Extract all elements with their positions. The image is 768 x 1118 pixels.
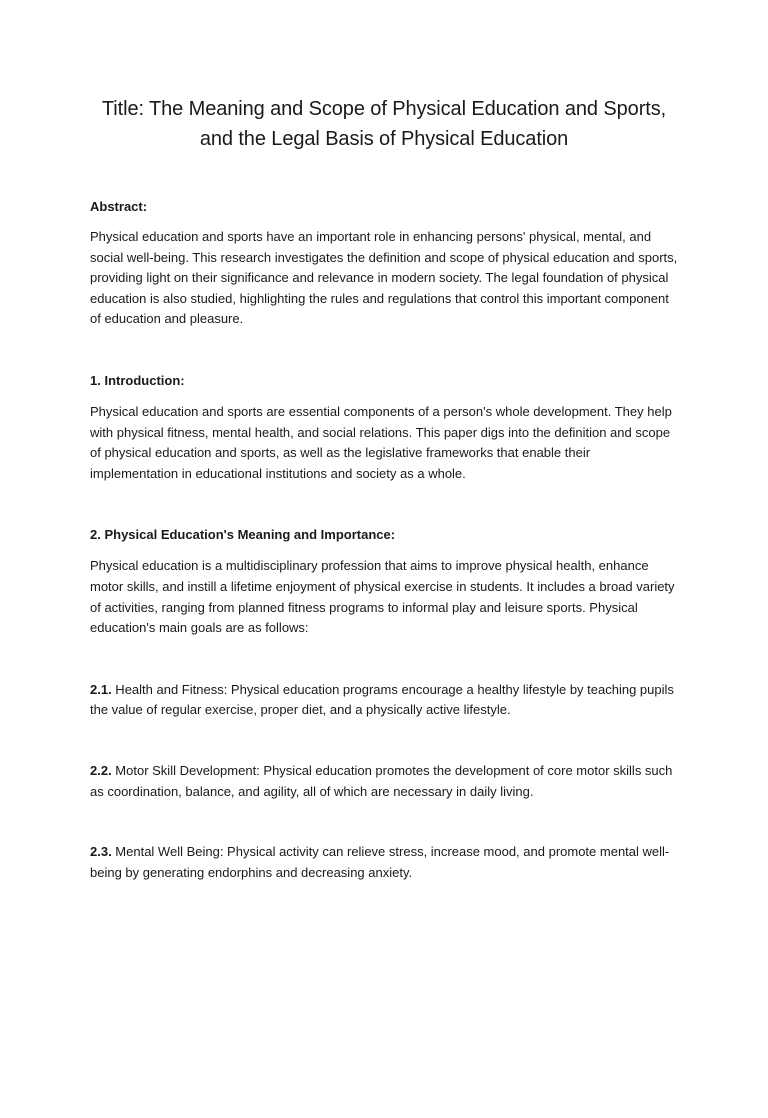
- subsection-2-2: [90, 761, 678, 802]
- subsection-2-1-text: Health and Fitness: Physical education programs encourage a healthy lifestyle by teaching pupils the value of regular exercise, proper diet, and a physically active lifestyle.: [90, 681, 674, 718]
- subsection-2-3: [90, 842, 678, 883]
- subsection-2-1: [90, 680, 678, 721]
- subsection-2-1-number: 2.1.: [90, 681, 112, 697]
- subsection-2-2-text: Motor Skill Development: Physical education promotes the development of core motor skills such as coordination, balance, and agility, all of which are necessary in daily living.: [90, 762, 673, 799]
- section-2-heading: 2. Physical Education's Meaning and Importance:: [90, 527, 396, 543]
- title-line-2: and the Legal Basis of Physical Education: [199, 128, 569, 150]
- title-line-1: Title: The Meaning and Scope of Physical Education and Sports,: [101, 98, 667, 120]
- subsection-2-2-number: 2.2.: [90, 762, 112, 778]
- introduction-body: Physical education and sports are essential components of a person's whole development. They help with physical fitness, mental health, and social relations. This paper digs into the definition and scope of physical education and sports, as well as the legislative frameworks that enable their implementation in educational institutions and society as a whole.: [90, 403, 672, 481]
- abstract-body: Physical education and sports have an important role in enhancing persons' physical, mental, and social well-being. This research investigates the definition and scope of physical education and sports, providing light on their significance and relevance in modern society. The legal foundation of physical education is also studied, highlighting the rules and regulations that control this important component of education and pleasure.: [90, 229, 678, 327]
- section-2-body: Physical education is a multidisciplinary profession that aims to improve physical health, enhance motor skills, and instill a lifetime enjoyment of physical exercise in students. It includes a broad variety of activities, ranging from planned fitness programs to informal play and leisure sports. Physical education's main goals are as follows:: [90, 558, 675, 636]
- abstract-heading: Abstract:: [90, 199, 148, 214]
- document-page: [0, 94, 768, 1118]
- subsection-2-3-text: Mental Well Being: Physical activity can relieve stress, increase mood, and promote mental well-being by generating endorphins and decreasing anxiety.: [90, 844, 670, 880]
- introduction-heading: 1. Introduction:: [90, 372, 185, 388]
- subsection-2-3-number: 2.3.: [90, 844, 112, 860]
- document-title: [90, 94, 678, 154]
